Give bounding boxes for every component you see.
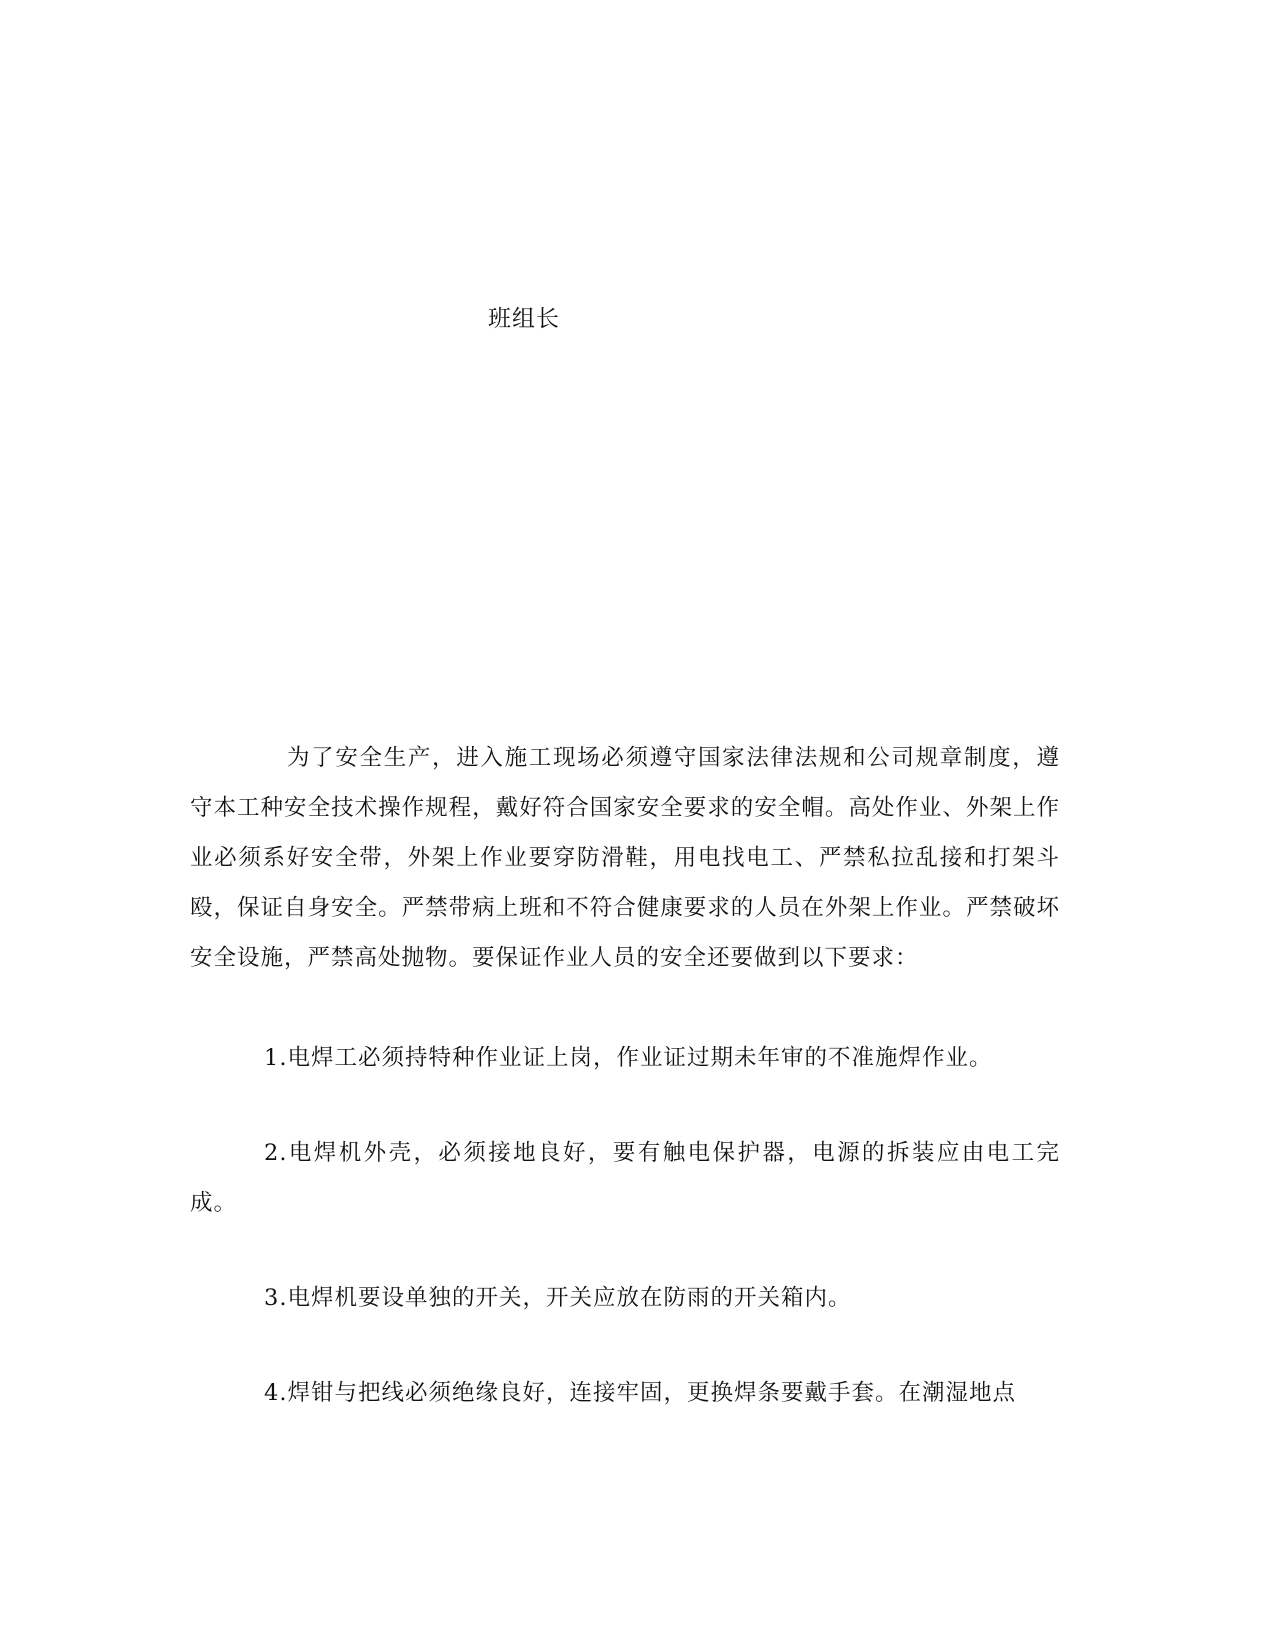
list-item-2: 2.电焊机外壳，必须接地良好，要有触电保护器，电源的拆装应由电工完成。 bbox=[190, 1140, 1060, 1216]
spacer bbox=[190, 983, 1060, 1033]
list-item-1: 1.电焊工必须持特种作业证上岗，作业证过期未年审的不准施焊作业。 bbox=[264, 1045, 993, 1071]
list-item-3: 3.电焊机要设单独的开关，开关应放在防雨的开关箱内。 bbox=[264, 1285, 852, 1311]
spacer bbox=[190, 1323, 1060, 1368]
team-leader-label: 班组长 bbox=[488, 306, 560, 332]
intro-paragraph: 为了安全生产，进入施工现场必须遵守国家法律法规和公司规章制度，遵守本工种安全技术操作规程，戴好符合国家安全要求的安全帽。高处作业、外架上作业必须系好安全带，外架上作业要穿防滑鞋，用电找电工、严禁私拉乱接和打架斗殴，保证自身安全。严禁带病上班和不符合健康要求的人员在外架上作业。严禁破坏安全设施，严禁高处抛物。要保证作业人员的安全还要做到以下要求： bbox=[190, 745, 1060, 971]
spacer bbox=[190, 1228, 1060, 1273]
spacer bbox=[190, 1083, 1060, 1128]
document-body bbox=[190, 733, 1060, 1418]
list-item-4: 4.焊钳与把线必须绝缘良好，连接牢固，更换焊条要戴手套。在潮湿地点 bbox=[264, 1380, 1016, 1406]
